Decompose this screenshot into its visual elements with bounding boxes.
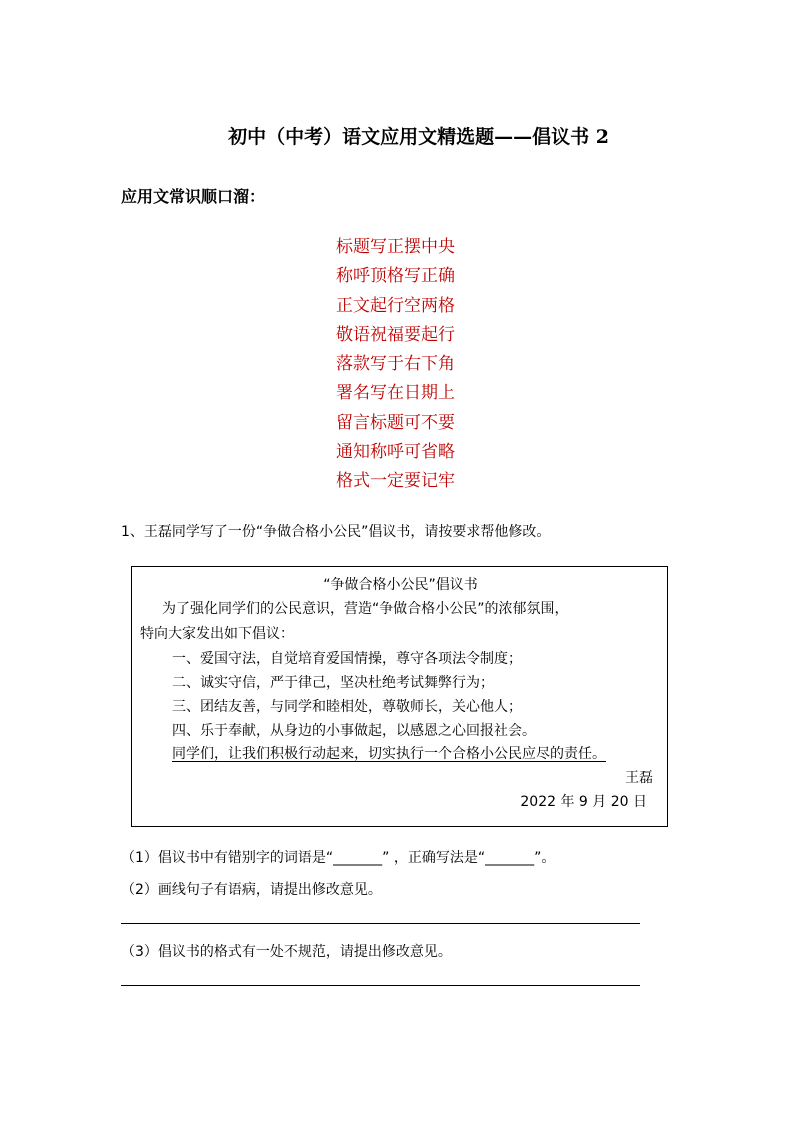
rhyme-line: 标题写正摆中央 bbox=[336, 237, 455, 257]
proposal-item: 四、乐于奉献，从身边的小事做起，以感恩之心回报社会。 bbox=[172, 723, 536, 739]
underlined-sentence: 同学们，让我们积极行动起来，切实执行一个合格小公民应尽的责任。 bbox=[172, 746, 606, 762]
answer-line[interactable] bbox=[121, 923, 640, 924]
proposal-signature: 王磊 bbox=[625, 770, 653, 786]
proposal-paragraph-continued: 特向大家发出如下倡议： bbox=[140, 626, 294, 642]
question-1-prompt: 1、王磊同学写了一份“争做合格小公民”倡议书，请按要求帮他修改。 bbox=[121, 524, 551, 540]
rhyme-line: 留言标题可不要 bbox=[336, 412, 455, 433]
rhyme-line: 敬语祝福要起行 bbox=[336, 324, 455, 345]
rhyme-line: 正文起行空两格 bbox=[336, 295, 455, 316]
rhyme-line: 通知称呼可省略 bbox=[336, 442, 455, 463]
section-heading: 应用文常识顺口溜： bbox=[121, 187, 266, 206]
proposal-item: 三、团结友善，与同学和睦相处，尊敬师长，关心他人； bbox=[172, 699, 522, 715]
sub-question-3: （3）倡议书的格式有一处不规范，请提出修改意见。 bbox=[121, 944, 452, 960]
proposal-box bbox=[131, 566, 668, 827]
sub-question-2: （2）画线句子有语病，请提出修改意见。 bbox=[121, 882, 382, 898]
proposal-item: 二、诚实守信，严于律己，坚决杜绝考试舞弊行为； bbox=[172, 675, 494, 691]
rhyme-line: 称呼顶格写正确 bbox=[336, 266, 455, 287]
proposal-date: 2022 年 9 月 20 日 bbox=[520, 794, 647, 810]
rhyme-line: 署名写在日期上 bbox=[336, 383, 455, 404]
proposal-paragraph: 为了强化同学们的公民意识，营造“争做合格小公民”的浓郁氛围， bbox=[162, 601, 569, 617]
proposal-title: “争做合格小公民”倡议书 bbox=[323, 577, 478, 593]
sub-question-1: （1）倡议书中有错别字的词语是“_______” ，正确写法是“_______”。 bbox=[121, 850, 556, 866]
rhyme-line: 格式一定要记牢 bbox=[336, 471, 455, 492]
proposal-item: 一、爱国守法，自觉培育爱国情操，尊守各项法令制度； bbox=[172, 651, 522, 667]
page-title: 初中（中考）语文应用文精选题——倡议书 2 bbox=[228, 126, 609, 148]
rhyme-line: 落款写于右下角 bbox=[336, 354, 455, 375]
answer-line[interactable] bbox=[121, 985, 640, 986]
rhyme-list bbox=[336, 233, 455, 497]
